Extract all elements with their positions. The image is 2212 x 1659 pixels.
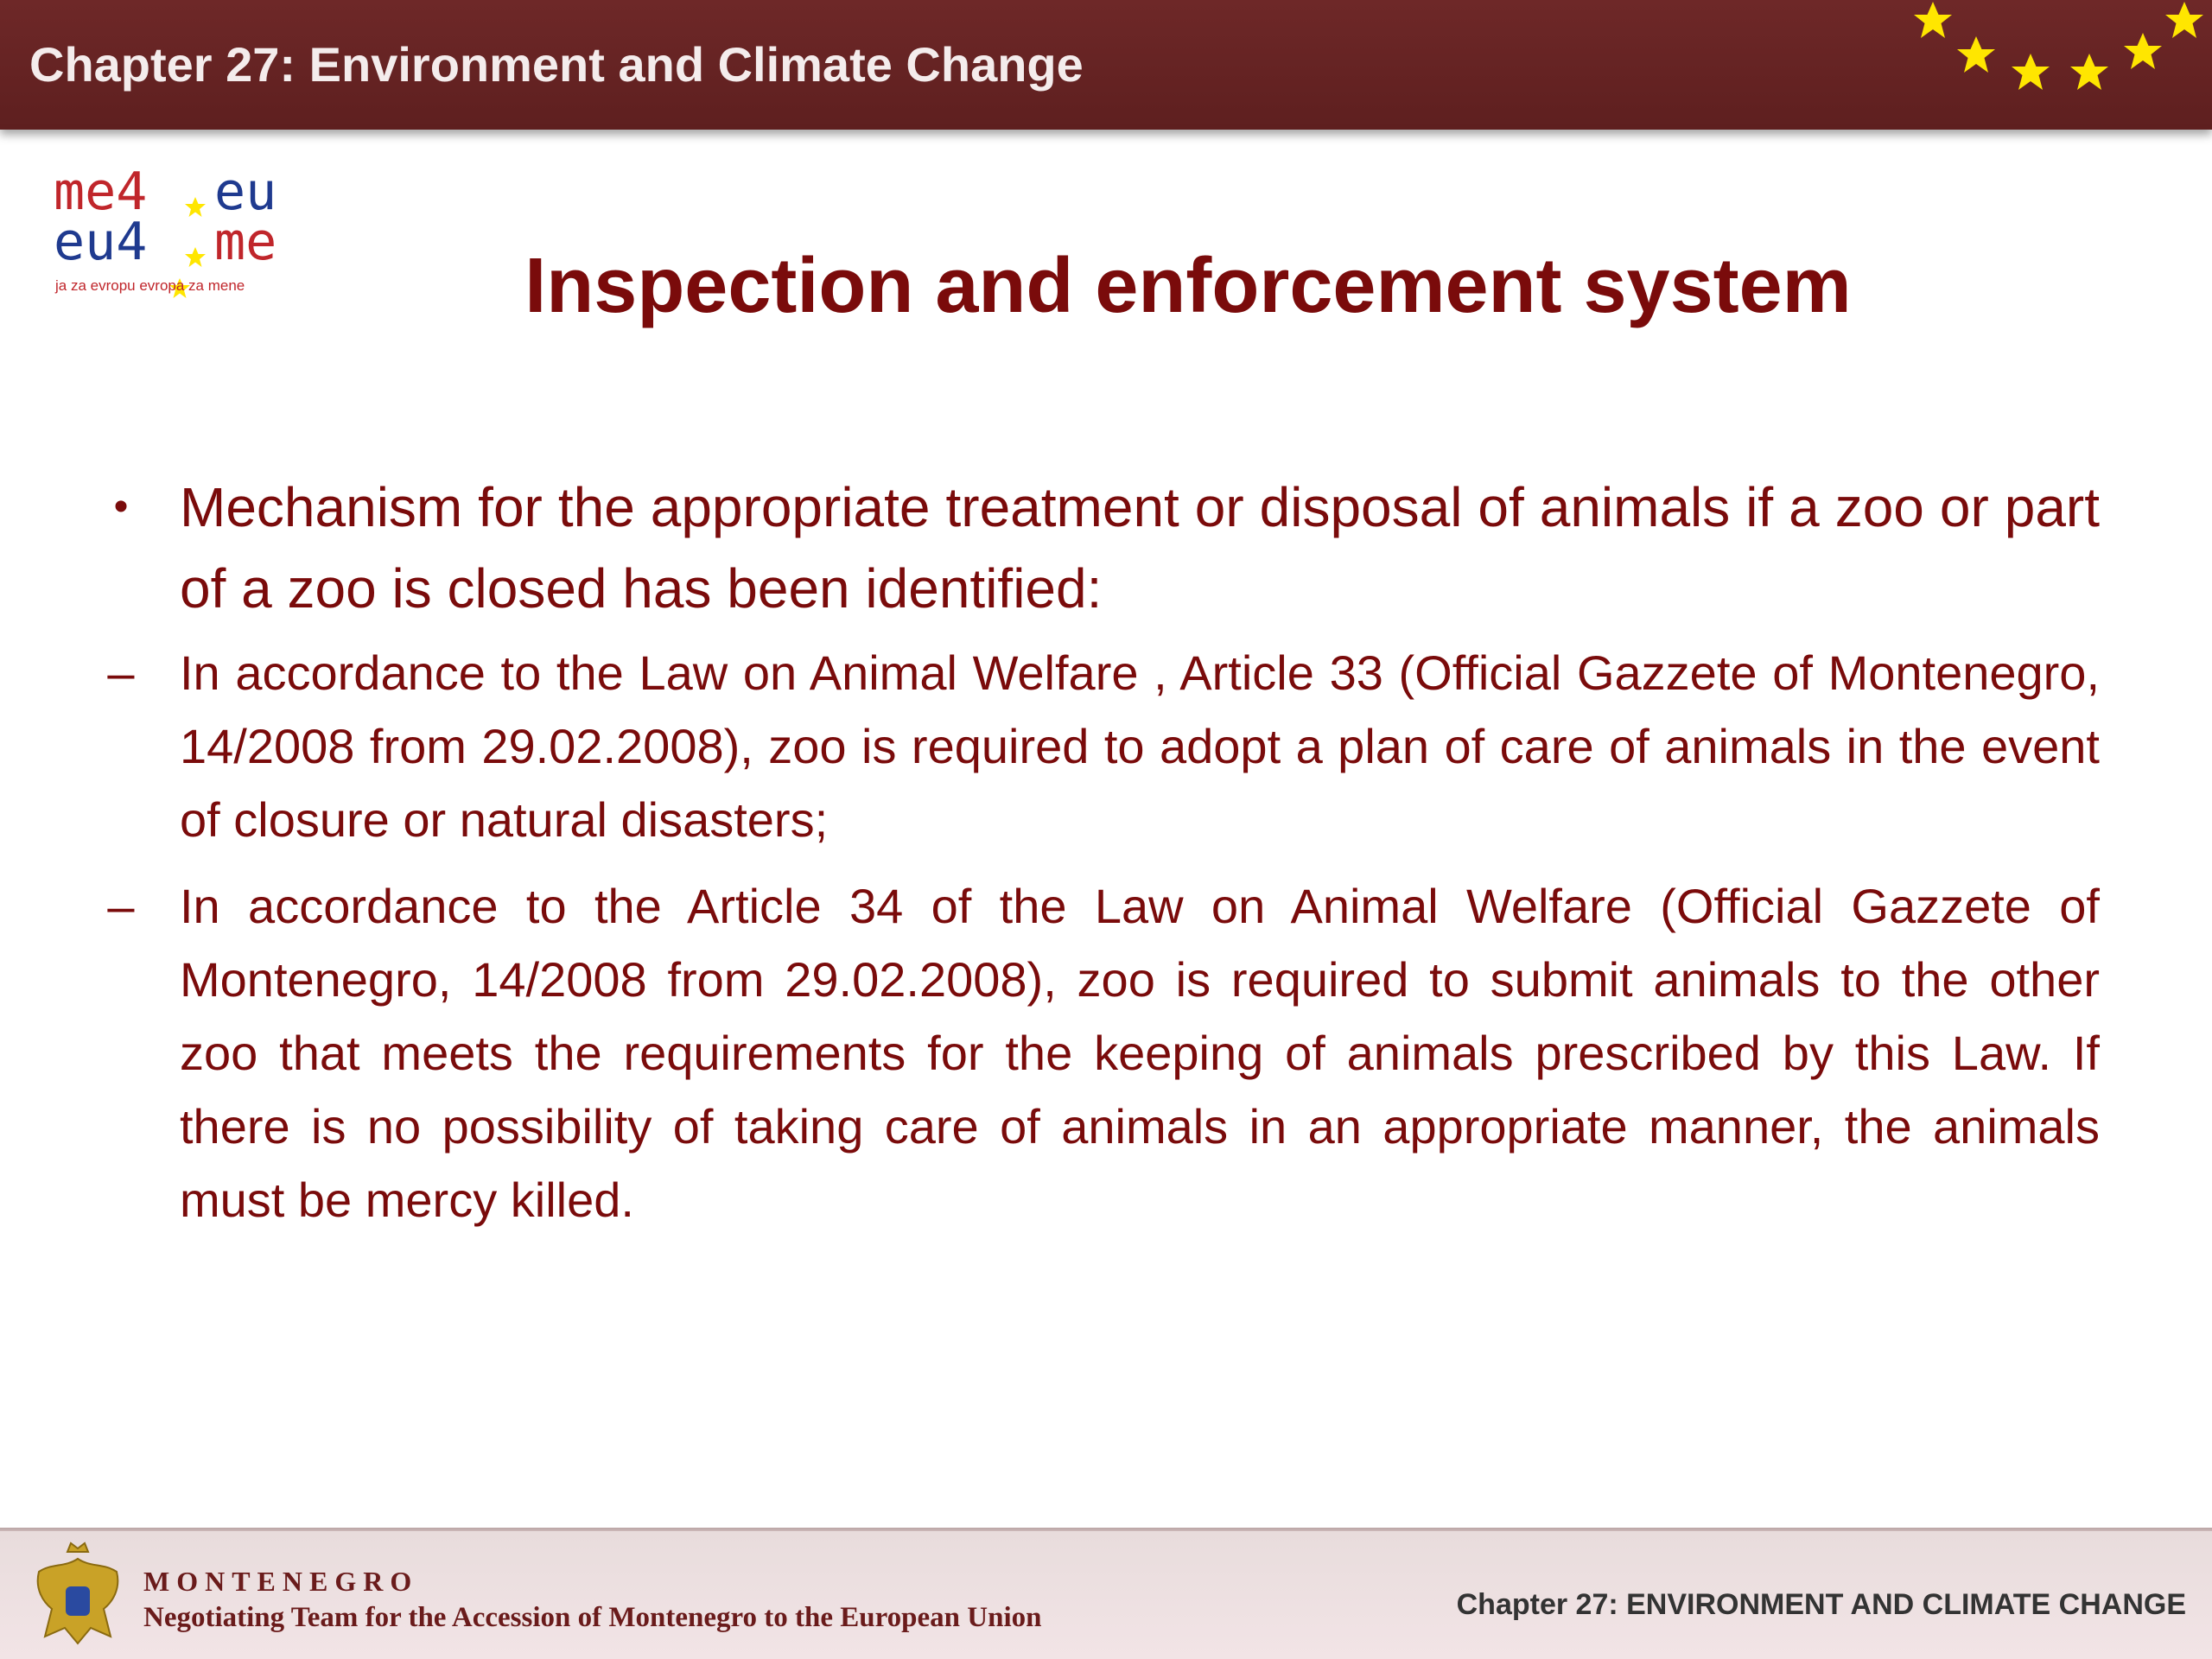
header-title: Chapter 27: Environment and Climate Change bbox=[29, 37, 1084, 92]
list-item-text: In accordance to the Article 34 of the Law on Animal Welfare (Official Gazzete of Montenegro, 14/2008 from 29.02.2008), zoo is required to submit animals to the other zoo that meets the requirements for the keeping of animals prescribed by this Law. If there is no possibility of taking care of animals in an appropriate manner, the animals must be mercy killed. bbox=[180, 879, 2100, 1227]
list-item bbox=[86, 636, 2100, 856]
logo-text-me4: me4 bbox=[54, 164, 148, 222]
footer-team: Negotiating Team for the Accession of Montenegro to the European Union bbox=[143, 1602, 1042, 1633]
me4eu-logo bbox=[52, 164, 328, 311]
header-bar bbox=[0, 0, 2212, 130]
list-item-text: Mechanism for the appropriate treatment or disposal of animals if a zoo or part of a zoo is closed has been identified: bbox=[180, 476, 2100, 620]
dash-marker: – bbox=[107, 879, 135, 933]
logo-text-eu: eu bbox=[214, 164, 277, 222]
list-item bbox=[86, 467, 2100, 629]
slide-content bbox=[86, 467, 2100, 1249]
dash-marker: – bbox=[107, 645, 135, 700]
eu-stars-icon bbox=[1901, 0, 2212, 130]
footer-country: MONTENEGRO bbox=[143, 1566, 419, 1597]
list-item bbox=[86, 869, 2100, 1236]
logo-tagline: ja za evropu evropa za mene bbox=[55, 277, 245, 294]
list-item-text: In accordance to the Law on Animal Welfare , Article 33 (Official Gazzete of Montenegro, 14/2008 from 29.02.2008), zoo is required to adopt a plan of care of animals in the event of closure or natural disasters; bbox=[180, 645, 2100, 847]
footer-chapter: Chapter 27: ENVIRONMENT AND CLIMATE CHANGE bbox=[1456, 1588, 2186, 1621]
montenegro-crest-icon bbox=[26, 1541, 130, 1654]
slide-title: Inspection and enforcement system bbox=[524, 243, 1852, 329]
logo-text-me: me bbox=[214, 212, 277, 272]
logo-text-eu4: eu4 bbox=[54, 212, 148, 272]
bullet-marker: • bbox=[113, 484, 129, 530]
